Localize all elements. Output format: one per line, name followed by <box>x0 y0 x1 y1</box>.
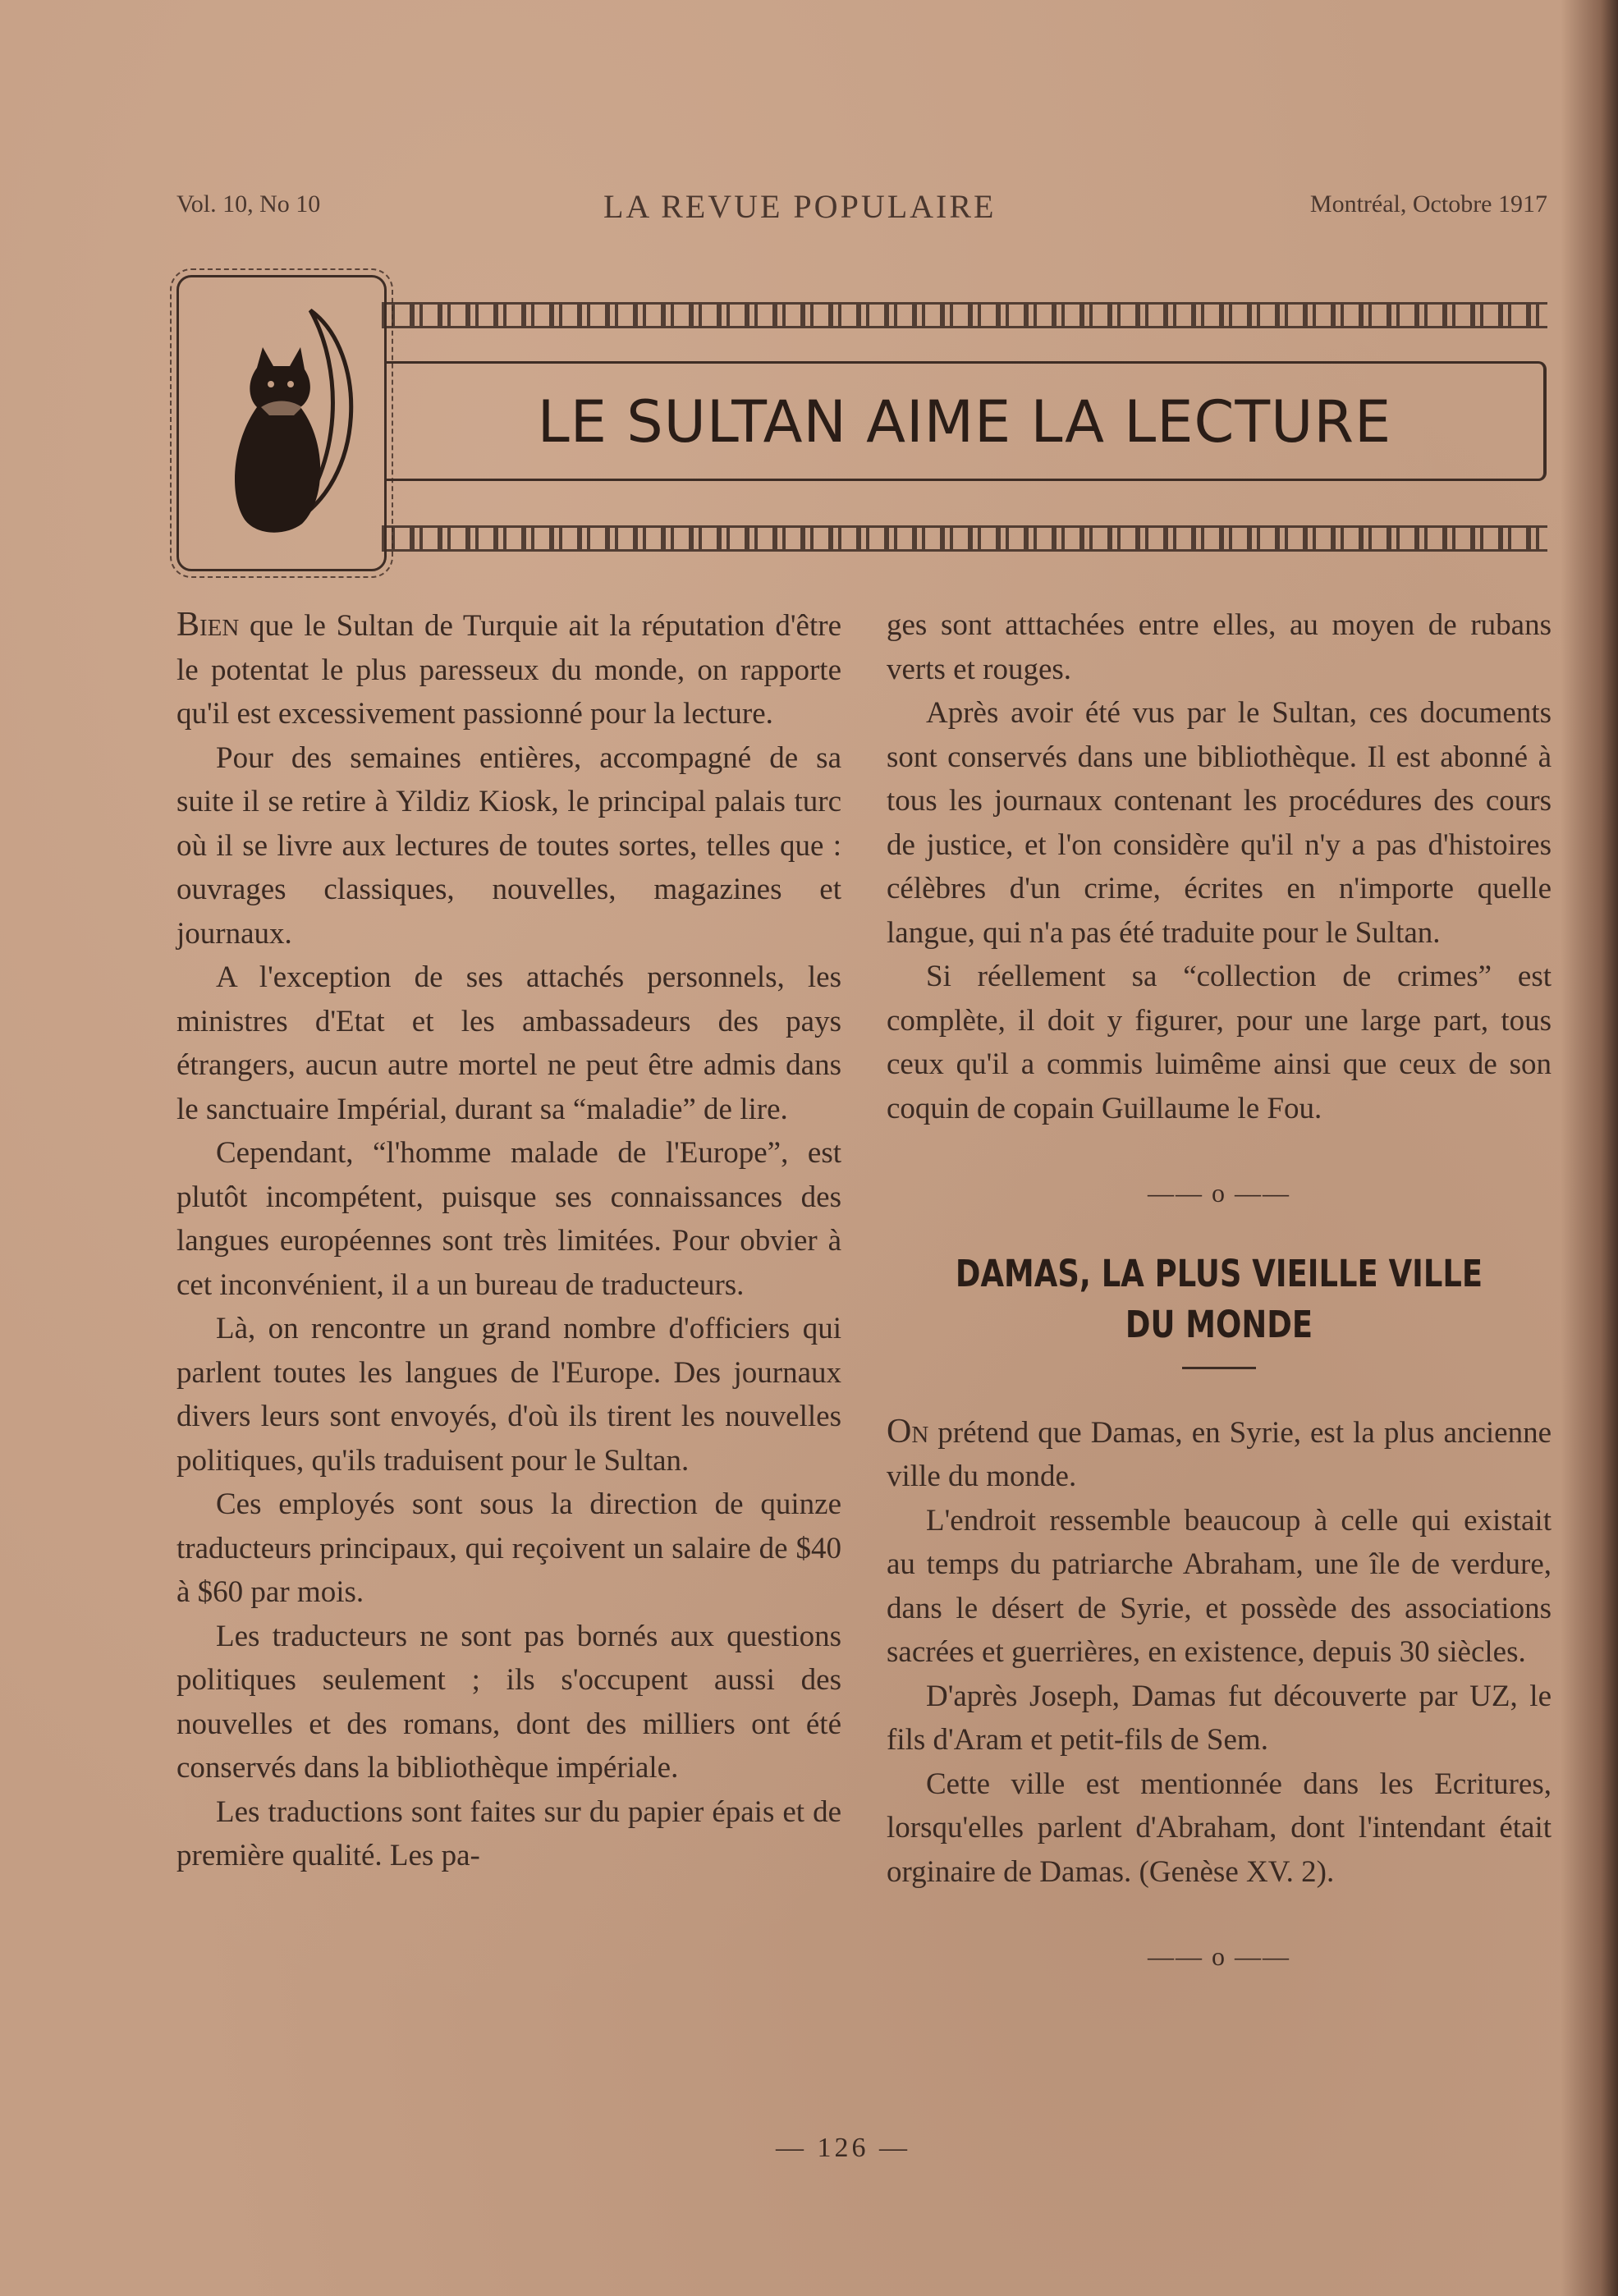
paragraph: Si réellement sa “collection de crimes” est complète, il doit y figurer, pour une large part, tous ceux qu'il a commis luimême ainsi que ceux de son coquin de copain Guillaume le Fou. <box>887 960 1552 1125</box>
title-frame <box>386 361 1547 481</box>
second-article-title-line1: DAMAS, LA PLUS VIEILLE VILLE <box>955 1251 1483 1295</box>
page-number: — 126 — <box>776 2133 910 2163</box>
cat-moon-icon <box>212 302 360 548</box>
drop-word: Bien <box>176 606 240 644</box>
paragraph: Pour des semaines entières, accompagné de sa suite il se retire à Yildiz Kiosk, le principal palais turc où il se livre aux lectures de toutes sortes, telles que : ouvrages classiques, nouvelles, magazines et journaux. <box>176 740 841 951</box>
page-edge-shadow <box>1561 0 1618 2296</box>
paragraph: On prétend que Damas, en Syrie, est la plus ancienne ville du monde. <box>887 1412 1552 1493</box>
end-separator: —— o —— <box>1148 1941 1290 1971</box>
cat-moon-ornament <box>176 275 387 571</box>
paragraph: Cette ville est mentionnée dans les Ecritures, lorsqu'elles parlent d'Abraham, dont l'intendant était orginaire de Damas. (Genèse XV. 2). <box>887 1767 1552 1889</box>
paragraph: D'après Joseph, Damas fut découverte par UZ, le fils d'Aram et petit-fils de Sem. <box>887 1679 1552 1757</box>
left-column <box>176 603 841 1878</box>
drop-word: On <box>887 1412 929 1450</box>
title-rule <box>1182 1367 1256 1369</box>
running-head <box>176 187 1547 236</box>
place-date: Montréal, Octobre 1917 <box>1309 190 1547 218</box>
paragraph: Ces employés sont sous la direction de quinze traducteurs principaux, qui reçoivent un salaire de $40 à $60 par mois. <box>176 1487 841 1609</box>
article-title: LE SULTAN AIME LA LECTURE <box>537 388 1392 456</box>
paragraph: Les traductions sont faites sur du papier épais et de première qualité. Les pa- <box>176 1794 841 1872</box>
paragraph: ges sont atttachées entre elles, au moyen de rubans verts et rouges. <box>887 608 1552 686</box>
paragraph: A l'exception de ses attachés personnels, les ministres d'Etat et les ambassadeurs des pays étrangers, aucun autre mortel ne peut être admis dans le sanctuaire Impérial, durant sa “maladie” de lire. <box>176 960 841 1126</box>
volume-number: Vol. 10, No 10 <box>176 190 321 218</box>
paragraph: Les traducteurs ne sont pas bornés aux questions politiques seulement ; ils s'occupent aussi des nouvelles et des romans, dont des milliers ont été conservés dans la bibliothèque impériale. <box>176 1619 841 1785</box>
right-column <box>887 603 1552 2012</box>
publication-title: LA REVUE POPULAIRE <box>603 188 997 225</box>
paragraph: Cependant, “l'homme malade de l'Europe”, est plutôt incompétent, puisque ses connaissances des langues européennes sont très limitées. Pour obvier à cet inconvénient, il a un bureau de traducteurs. <box>176 1136 841 1302</box>
paragraph: Là, on rencontre un grand nombre d'officiers qui parlent toutes les langues de l'Europe. Des journaux divers leurs sont envoyés, d'où ils tirent les nouvelles politiques, qu'ils traduisent pour le Sultan. <box>176 1312 841 1478</box>
section-separator: —— o —— <box>1148 1178 1290 1208</box>
paragraph: L'endroit ressemble beaucoup à celle qui existait au temps du patriarche Abraham, une île de verdure, dans le désert de Syrie, et possède des associations sacrées et guerrières, en existence, depuis 30 siècles. <box>887 1503 1552 1669</box>
second-article-title-line2: DU MONDE <box>1125 1302 1313 1346</box>
paragraph: Bien que le Sultan de Turquie ait la réputation d'être le potentat le plus paresseux du monde, on rapporte qu'il est excessivement passionné pour la lecture. <box>176 606 841 731</box>
decorative-border-top <box>382 302 1547 328</box>
paragraph: Après avoir été vus par le Sultan, ces documents sont conservés dans une bibliothèque. Il est abonné à tous les journaux contenant les procédures des cours de justice, et l'on considère qu'il n'y a pas d'histoires célèbres d'un crime, écrites en n'importe quelle langue, qui n'a pas été traduite pour le Sultan. <box>887 696 1552 950</box>
decorative-border-bottom <box>382 525 1547 552</box>
